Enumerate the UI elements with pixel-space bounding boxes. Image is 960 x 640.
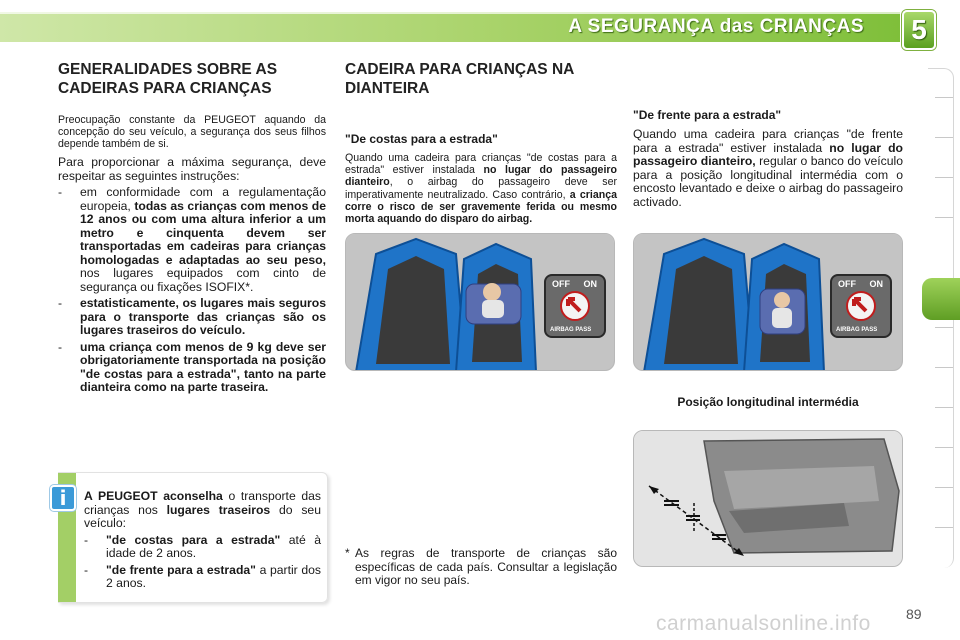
front-seat-section bbox=[345, 60, 617, 225]
airbag-off-label: OFF bbox=[838, 279, 856, 289]
page-number: 89 bbox=[906, 606, 922, 622]
rear-facing-text bbox=[345, 152, 617, 225]
rear-facing-seat-illustration bbox=[345, 233, 615, 371]
list-item bbox=[58, 341, 326, 395]
list-item bbox=[58, 186, 326, 294]
tab-mark bbox=[935, 487, 953, 488]
body-text-bold: a criança corre o risco de ser gravemente ferida ou mesmo morta aquando do disparo do airbag. bbox=[345, 188, 617, 226]
tab-mark bbox=[935, 447, 953, 448]
chapter-title: A SEGURANÇA das CRIANÇAS bbox=[568, 16, 864, 37]
seat-rail-illustration bbox=[634, 431, 903, 567]
list-text-bold: "de frente para a estrada" bbox=[106, 562, 256, 577]
list-text: nos lugares equipados com cinto de segurança ou fixações ISOFIX*. bbox=[80, 266, 326, 294]
forward-facing-section bbox=[633, 108, 903, 209]
info-icon: i bbox=[50, 485, 76, 511]
airbag-switch bbox=[544, 274, 606, 338]
body-text: , o airbag do passageiro deve ser imperativamente neutralizado. Caso contrário, bbox=[345, 176, 617, 201]
seat-position-illustration bbox=[633, 430, 903, 567]
airbag-switch bbox=[830, 274, 892, 338]
airbag-off-label: OFF bbox=[552, 279, 570, 289]
list-item bbox=[84, 564, 321, 591]
body-text: regular o banco do veículo para a posição longitudinal intermédia com o encosto levantado e deixe o airbag do passageiro activado. bbox=[633, 154, 903, 209]
advice-text-bold: A PEUGEOT aconselha bbox=[84, 489, 223, 503]
general-section bbox=[58, 60, 326, 398]
tab-mark bbox=[935, 407, 953, 408]
body-text-bold: no lugar do passageiro dianteiro bbox=[345, 164, 617, 189]
body-text-bold: no lugar do passageiro dianteiro, bbox=[633, 140, 903, 168]
tab-mark bbox=[935, 217, 953, 218]
footnote-marker: * bbox=[345, 546, 350, 560]
airbag-knob bbox=[560, 291, 590, 321]
intro-text: Preocupação constante da PEUGEOT aquando da concepção do seu veículo, a segurança dos seus filhos depende também de si. bbox=[58, 114, 326, 150]
list-text-bold: "de costas para a estrada" bbox=[106, 532, 281, 547]
rear-facing-heading: "De costas para a estrada" bbox=[345, 132, 498, 146]
arrow-off-icon bbox=[848, 293, 874, 319]
forward-facing-seat-illustration bbox=[633, 233, 903, 371]
section-heading: GENERALIDADES SOBRE AS CADEIRAS PARA CRIANÇAS bbox=[58, 61, 278, 97]
forward-facing-heading: "De frente para a estrada" bbox=[633, 108, 782, 122]
list-text: até à idade de 2 anos. bbox=[106, 532, 321, 560]
footnote-text: As regras de transporte de crianças são específicas de cada país. Consultar a legislação em vigor no seu país. bbox=[355, 546, 617, 587]
chapter-number: 5 bbox=[911, 14, 927, 45]
body-text: Quando uma cadeira para crianças "de frente para a estrada" estiver instalada bbox=[633, 127, 903, 155]
airbag-on-label: ON bbox=[583, 279, 597, 289]
seat-position-caption: Posição longitudinal intermédia bbox=[677, 395, 859, 409]
page-header bbox=[0, 0, 960, 50]
list-item bbox=[58, 297, 326, 338]
bullet-dash: - bbox=[84, 532, 89, 547]
forward-facing-text bbox=[633, 128, 903, 209]
list-item bbox=[84, 534, 321, 561]
tab-mark bbox=[935, 97, 953, 98]
tab-mark bbox=[935, 137, 953, 138]
chapter-badge bbox=[902, 10, 936, 50]
advice-list bbox=[84, 534, 321, 591]
watermark: carmanualsonline.info bbox=[656, 612, 871, 635]
airbag-pass-label: AIRBAG PASS bbox=[550, 327, 592, 333]
arrow-off-icon bbox=[562, 293, 588, 319]
bullet-dash: - bbox=[84, 562, 89, 577]
instructions-list bbox=[58, 186, 326, 395]
tab-mark bbox=[935, 367, 953, 368]
airbag-knob bbox=[846, 291, 876, 321]
active-chapter-tab[interactable] bbox=[922, 278, 960, 320]
bullet-dash: - bbox=[58, 296, 63, 310]
tab-mark bbox=[935, 527, 953, 528]
advice-text-plain: do seu veículo: bbox=[84, 502, 321, 530]
body-text: Quando uma cadeira para crianças "de costas para a estrada" estiver instalada bbox=[345, 152, 617, 177]
airbag-on-label: ON bbox=[869, 279, 883, 289]
advice-text bbox=[84, 490, 321, 531]
list-text-bold: estatisticamente, os lugares mais seguros para o transporte das crianças são os lugares traseiros do veículo. bbox=[80, 296, 326, 337]
list-text: em conformidade com a regulamentação europeia, bbox=[80, 185, 326, 213]
advice-content bbox=[84, 490, 321, 594]
bullet-dash: - bbox=[58, 339, 63, 354]
list-text: a partir dos 2 anos. bbox=[106, 562, 321, 590]
section-heading: CADEIRA PARA CRIANÇAS NA DIANTEIRA bbox=[345, 61, 574, 97]
advice-text-plain: o transporte das crianças nos bbox=[84, 489, 321, 517]
list-text-bold: uma criança com menos de 9 kg deve ser obrigatoriamente transportada na posição "de costas para a estrada", tanto na parte dianteira como na parte traseira. bbox=[80, 339, 326, 394]
footnote bbox=[345, 547, 617, 588]
bullet-dash: - bbox=[58, 185, 63, 199]
advice-text-bold: lugares traseiros bbox=[166, 502, 271, 517]
list-text-bold: todas as crianças com menos de 12 anos ou com uma altura inferior a um metro e cinquenta devem ser transportadas em cadeiras para crianças homologadas e adaptadas ao seu peso, bbox=[80, 198, 326, 267]
tab-mark bbox=[935, 177, 953, 178]
airbag-pass-label: AIRBAG PASS bbox=[836, 327, 878, 333]
tab-mark bbox=[935, 327, 953, 328]
instructions-lead: Para proporcionar a máxima segurança, deve respeitar as seguintes instruções: bbox=[58, 155, 326, 183]
